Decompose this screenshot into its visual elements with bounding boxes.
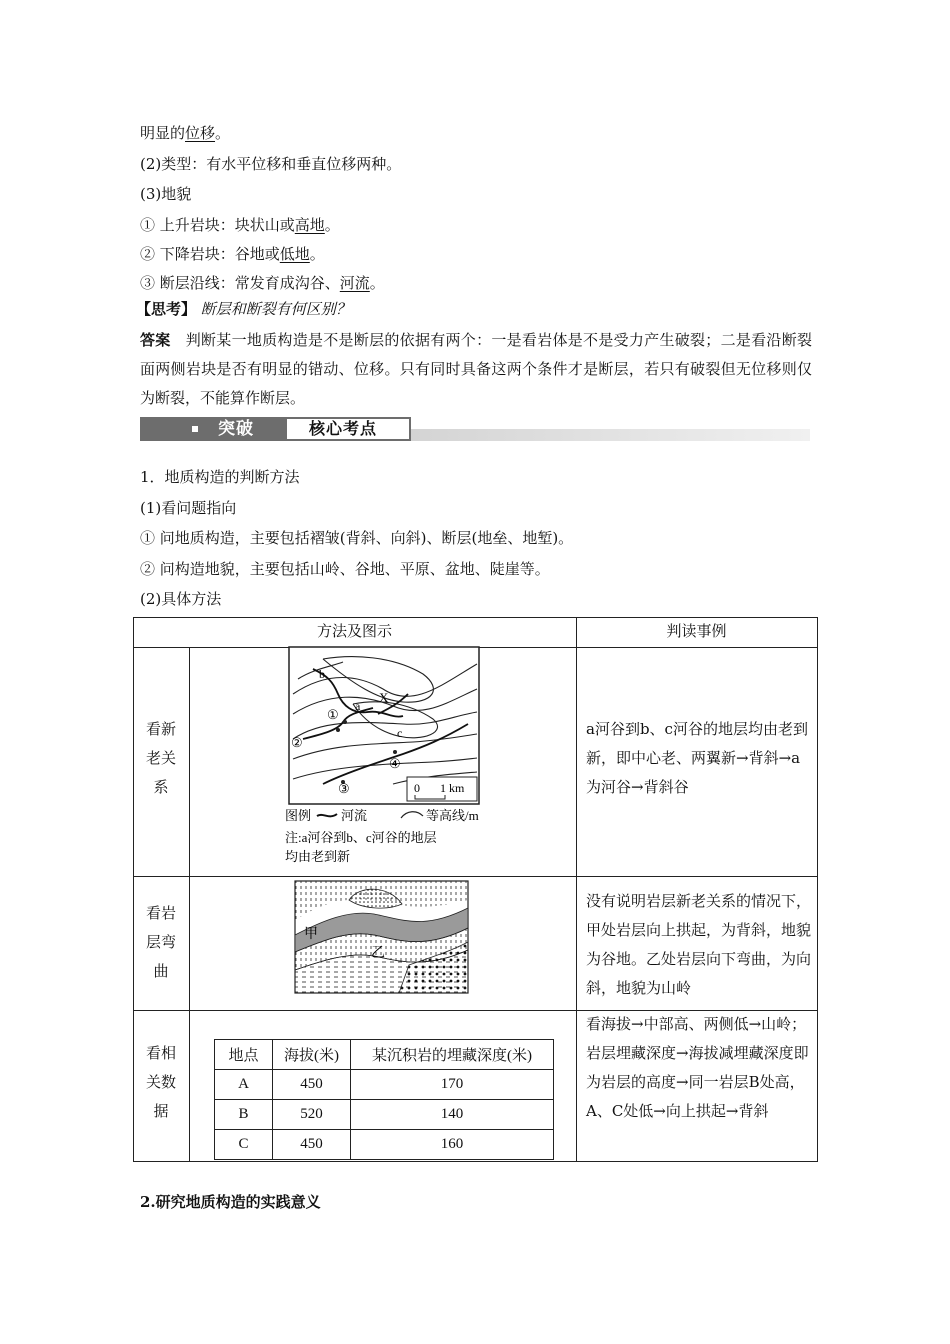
- data-header-altitude: 海拔(米): [273, 1040, 351, 1070]
- table-row: A 450 170: [215, 1070, 554, 1100]
- map-label-x: X: [379, 690, 389, 705]
- think-question: 断层和断裂有何区别？: [200, 300, 351, 318]
- table-row: B 520 140: [215, 1100, 554, 1130]
- data-header-depth: 某沉积岩的埋藏深度(米): [351, 1040, 554, 1070]
- map-label-a: a: [355, 699, 361, 713]
- scale-zero: 0: [414, 781, 420, 795]
- answer-text: 判断某一地质构造是不是断层的依据有两个：一是看岩体是不是受力产生破裂；二是看沿断裂面两侧岩块是否有明显的错动、位移。只有同时具备这两个条件才是断层，若只有破裂但无位移则仅为断裂，不能算作断层。: [140, 331, 812, 407]
- map-label-c: c: [397, 726, 403, 740]
- landform-item-1: ① 上升岩块：块状山或高地。: [140, 216, 340, 234]
- map-circle-3: ③: [338, 781, 350, 796]
- fold-label-yi: 乙: [371, 946, 385, 961]
- landform-item-2: ② 下降岩块：谷地或低地。: [140, 245, 325, 263]
- elevation-data-table: [214, 1039, 554, 1160]
- legend-title: 图例: [285, 808, 312, 823]
- row2-example: 没有说明岩层新老关系的情况下，甲处岩层向上拱起，为背斜，地貌为谷地。乙处岩层向下弯曲，为向斜，地貌为山岭: [586, 892, 812, 997]
- row3-example: 看海拔→中部高、两侧低→山岭；岩层埋藏深度→海拔减埋藏深度即为岩层的高度→同一岩层B处高，A、C处低→向上拱起→背斜: [586, 1015, 809, 1120]
- river-legend-icon: [317, 814, 337, 816]
- section2-title: 2.研究地质构造的实践意义: [140, 1193, 321, 1211]
- landform-item-3: ③ 断层沿线：常发育成沟谷、河流。: [140, 274, 385, 292]
- map-note-line1: 注:a河谷到b、c河谷的地层: [285, 830, 437, 845]
- square-bullet-icon: [192, 426, 198, 432]
- row3-label: 看相关数据: [145, 1044, 176, 1120]
- section-banner: [140, 417, 810, 445]
- table-row: C 450 160: [215, 1130, 554, 1160]
- banner-stripe: [411, 429, 810, 441]
- data-table-header-row: [215, 1040, 554, 1070]
- legend-river: 河流: [341, 808, 368, 823]
- intro-line-1: 明显的位移。: [140, 124, 231, 142]
- banner-dark-label: 突破: [218, 419, 254, 439]
- row1-example: a河谷到b、c河谷的地层均由老到新，即中心老、两翼新→背斜→a为河谷→背斜谷: [586, 720, 808, 796]
- contour-legend-icon: [401, 812, 423, 818]
- map-circle-1: ①: [327, 707, 339, 722]
- row2-label: 看岩层弯曲: [145, 904, 176, 980]
- header-example: 判读事例: [666, 622, 727, 640]
- map-circle-2: ②: [291, 735, 303, 750]
- think-question-line: [136, 298, 351, 320]
- banner-light-label: 核心考点: [309, 419, 378, 438]
- section1-sub1: (1)看问题指向: [140, 499, 237, 517]
- data-header-location: 地点: [215, 1040, 273, 1070]
- fault-type-line: (2)类型：有水平位移和垂直位移两种。: [140, 155, 402, 173]
- think-tag: 【思考】: [136, 300, 197, 318]
- section1-sub1-item1: ① 问地质构造，主要包括褶皱(背斜、向斜)、断层(地垒、地堑)。: [140, 529, 574, 547]
- answer-label: 答案: [140, 331, 171, 349]
- landform-heading: (3)地貌: [140, 185, 192, 203]
- header-method: 方法及图示: [316, 622, 392, 640]
- map-note-line2: 均由老到新: [285, 849, 351, 864]
- section1-sub2: (2)具体方法: [140, 590, 222, 608]
- think-answer: [140, 326, 812, 413]
- legend-contour: 等高线/m: [426, 808, 479, 823]
- scale-one-km: 1 km: [440, 781, 465, 795]
- rock-layer-fold-diagram: [294, 880, 469, 994]
- row1-label: 看新老关系: [145, 720, 176, 796]
- map-circle-4: ④: [389, 756, 401, 771]
- section1-title: 1．地质构造的判断方法: [140, 468, 300, 486]
- map-label-b: b: [319, 667, 325, 681]
- fold-label-jia: 甲: [304, 927, 318, 942]
- anticline-contour-map: [283, 644, 488, 866]
- underlined-term-displacement: 位移: [185, 124, 216, 142]
- section1-sub1-item2: ② 问构造地貌，主要包括山岭、谷地、平原、盆地、陡崖等。: [140, 560, 550, 578]
